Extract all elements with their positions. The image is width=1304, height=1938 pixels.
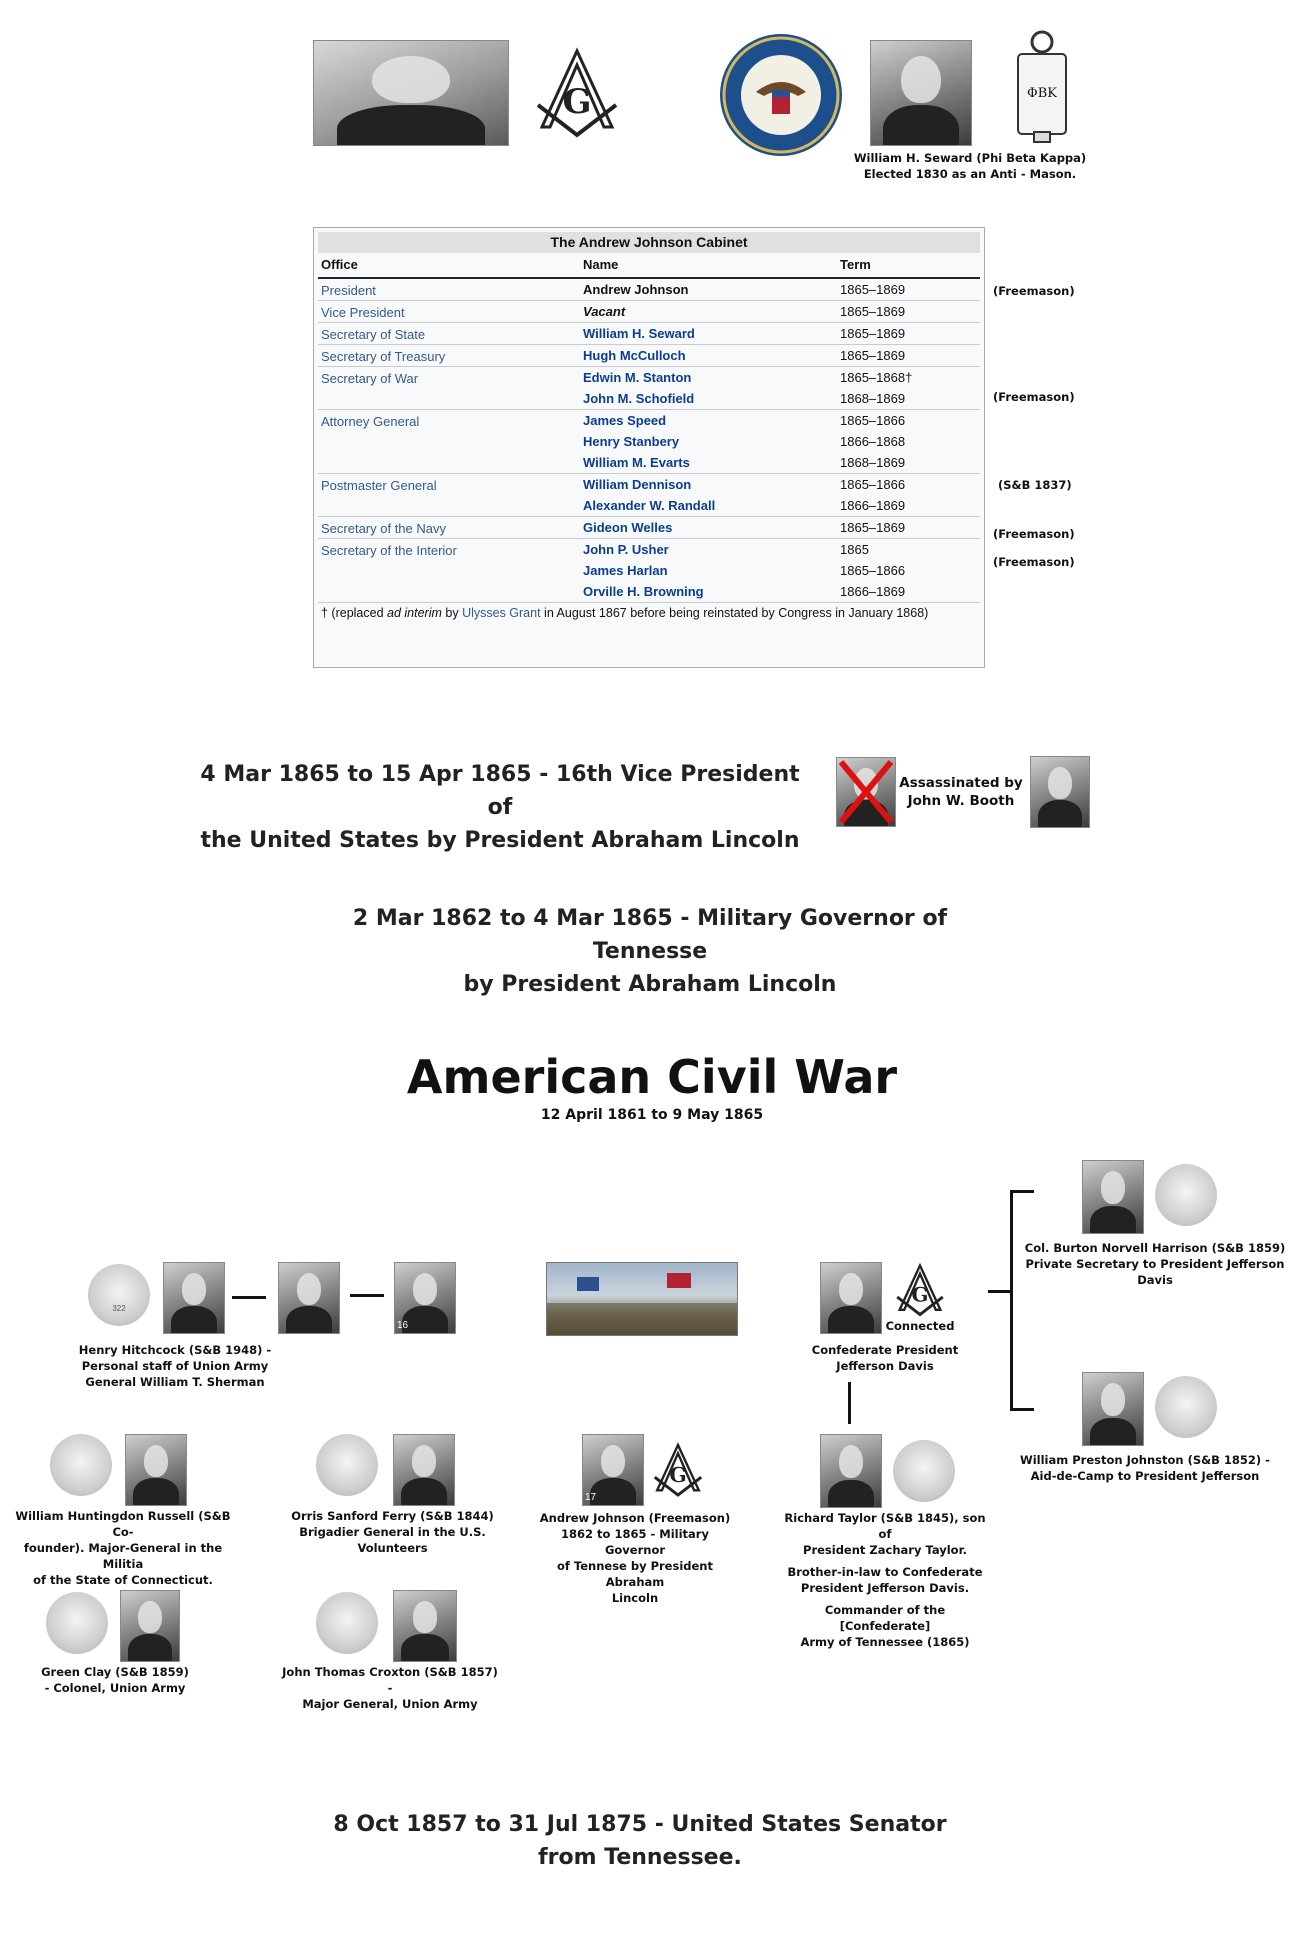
note-evarts: (S&B 1837) <box>998 478 1072 492</box>
skull-and-bones-icon <box>893 1440 955 1502</box>
senator-text: 8 Oct 1857 to 31 Jul 1875 - United States Senator from Tennessee. <box>333 1812 947 1870</box>
connector-line <box>988 1290 1012 1293</box>
cabinet-member-name[interactable]: Hugh McCulloch <box>583 348 686 363</box>
office-link[interactable]: Postmaster General <box>321 478 437 493</box>
cabinet-term: 1865–1866 <box>840 413 906 428</box>
skull-and-bones-icon: 322 <box>88 1264 150 1326</box>
taylor-caption: Richard Taylor (S&B 1845), son of President Zachary Taylor. Brother-in-law to Confederate President Jefferson Davis. Commander of the [Confederate] Army of Tennessee (1865) <box>784 1511 986 1649</box>
connector-line <box>350 1294 384 1297</box>
william-seward-portrait <box>870 40 972 146</box>
cabinet-member-name[interactable]: William M. Evarts <box>583 455 690 470</box>
masonic-emblem-icon <box>530 45 624 141</box>
note-war: (Freemason) <box>993 390 1075 404</box>
cabinet-term: 1868–1869 <box>840 391 906 406</box>
cabinet-term: 1865–1869 <box>840 282 906 297</box>
vice-presidency-text: 4 Mar 1865 to 15 Apr 1865 - 16th Vice President of the United States by President Abraham Lincoln <box>200 762 800 853</box>
cabinet-row <box>318 279 980 301</box>
office-link[interactable]: Vice President <box>321 305 405 320</box>
cabinet-member-name[interactable]: John P. Usher <box>583 542 669 557</box>
connector-line <box>1010 1408 1034 1411</box>
note-navy: (Freemason) <box>993 555 1075 569</box>
cabinet-term: 1865–1866 <box>840 477 906 492</box>
office-link[interactable]: Secretary of State <box>321 327 426 342</box>
skull-and-bones-icon <box>46 1592 108 1654</box>
john-booth-portrait <box>1030 756 1090 828</box>
lincoln-crossed-portrait <box>836 757 896 827</box>
office-link[interactable]: Attorney General <box>321 414 420 429</box>
svg-text:G: G <box>669 1462 687 1487</box>
hitchcock-caption: Henry Hitchcock (S&B 1948) - Personal staff of Union Army General William T. Sherman <box>78 1343 272 1389</box>
phi-beta-kappa-letters: ΦΒΚ <box>1027 86 1057 101</box>
cabinet-term: 1868–1869 <box>840 455 906 470</box>
cabinet-row <box>318 517 980 539</box>
cabinet-row <box>318 410 980 474</box>
cabinet-member-name: Vacant <box>583 304 626 319</box>
office-link[interactable]: Secretary of Treasury <box>321 349 446 364</box>
lincoln-portrait: 16 <box>394 1262 456 1334</box>
connector-line <box>1010 1190 1013 1410</box>
ulysses-grant-link[interactable]: Ulysses Grant <box>462 606 541 620</box>
harrison-caption: Col. Burton Norvell Harrison (S&B 1859) Private Secretary to President Jefferson Davis <box>1024 1241 1286 1287</box>
w-p-johnston-caption: William Preston Johnston (S&B 1852) - Aid-de-Camp to President Jefferson <box>1020 1453 1270 1483</box>
croxton-caption: John Thomas Croxton (S&B 1857) - Major General, Union Army <box>282 1665 498 1711</box>
skull-and-bones-icon <box>1155 1164 1217 1226</box>
green-clay-portrait <box>120 1590 180 1662</box>
ferry-caption: Orris Sanford Ferry (S&B 1844) Brigadier General in the U.S. Volunteers <box>291 1509 494 1555</box>
andrew-johnson-portrait-small: 17 <box>582 1434 644 1506</box>
sherman-portrait <box>278 1262 340 1334</box>
cabinet-member-name[interactable]: Henry Stanbery <box>583 434 680 449</box>
cabinet-term: 1865–1869 <box>840 304 906 319</box>
cabinet-term: 1865 <box>840 542 869 557</box>
assassinated-caption: Assassinated by John W. Booth <box>899 775 1023 809</box>
cabinet-row <box>318 345 980 367</box>
cabinet-term: 1866–1869 <box>840 584 906 599</box>
skull-and-bones-icon <box>50 1434 112 1496</box>
cabinet-member-name[interactable]: Edwin M. Stanton <box>583 370 692 385</box>
davis-caption: Confederate President Jefferson Davis <box>811 1343 959 1373</box>
civil-war-battle-painting <box>546 1262 738 1336</box>
svg-text:G: G <box>911 1282 929 1307</box>
seward-caption: William H. Seward (Phi Beta Kappa) Elected 1830 as an Anti - Mason. <box>853 151 1087 181</box>
cabinet-body <box>318 279 980 603</box>
phi-beta-kappa-key-icon <box>1012 28 1072 144</box>
cabinet-row <box>318 539 980 603</box>
cabinet-member-name[interactable]: Gideon Welles <box>583 520 673 535</box>
cabinet-member-name[interactable]: Alexander W. Randall <box>583 498 716 513</box>
cabinet-member-name[interactable]: William H. Seward <box>583 326 695 341</box>
jefferson-davis-portrait <box>820 1262 882 1334</box>
johnson-caption: Andrew Johnson (Freemason) 1862 to 1865 - Military Governor of Tennese by President Abraham Lincoln <box>539 1511 731 1605</box>
connected-label: Connected <box>885 1319 955 1333</box>
cabinet-footnote: † (replaced ad interim by Ulysses Grant in August 1867 before being reinstated by Congress in January 1868) <box>321 606 929 620</box>
svg-text:G: G <box>562 82 592 122</box>
office-link[interactable]: President <box>321 283 376 298</box>
william-preston-johnston-portrait <box>1082 1372 1144 1446</box>
civil-war-title: American Civil War <box>406 1050 898 1104</box>
cabinet-table <box>313 227 985 668</box>
cabinet-member-name[interactable]: John M. Schofield <box>583 391 695 406</box>
orris-ferry-portrait <box>393 1434 455 1506</box>
cabinet-title: The Andrew Johnson Cabinet <box>318 232 980 253</box>
skull-and-bones-icon <box>316 1434 378 1496</box>
cabinet-row <box>318 323 980 345</box>
russell-caption: William Huntingdon Russell (S&B Co- founder). Major-General in the Militia of the State of Connecticut. <box>15 1509 231 1587</box>
cabinet-row <box>318 474 980 517</box>
cabinet-row <box>318 367 980 410</box>
connector-line <box>1010 1190 1034 1193</box>
office-link[interactable]: Secretary of the Navy <box>321 521 446 536</box>
skull-and-bones-icon <box>1155 1376 1217 1438</box>
cabinet-term: 1865–1866 <box>840 563 906 578</box>
cabinet-term: 1865–1869 <box>840 326 906 341</box>
john-croxton-portrait <box>393 1590 457 1662</box>
masonic-emblem-icon <box>892 1262 948 1318</box>
cabinet-member-name[interactable]: James Harlan <box>583 563 668 578</box>
cabinet-term: 1865–1868† <box>840 370 913 385</box>
burton-harrison-portrait <box>1082 1160 1144 1234</box>
military-governor-text: 2 Mar 1862 to 4 Mar 1865 - Military Governor of Tennesse by President Abraham Lincoln <box>352 906 948 997</box>
office-link[interactable]: Secretary of War <box>321 371 419 386</box>
connector-line <box>848 1382 851 1424</box>
cabinet-term: 1865–1869 <box>840 348 906 363</box>
andrew-johnson-portrait <box>313 40 509 146</box>
department-of-state-seal-icon <box>718 32 844 158</box>
cabinet-member-name[interactable]: James Speed <box>583 413 667 428</box>
civil-war-dates: 12 April 1861 to 9 May 1865 <box>540 1107 764 1123</box>
note-president: (Freemason) <box>993 284 1075 298</box>
richard-taylor-portrait <box>820 1434 882 1508</box>
cabinet-member-name[interactable]: William Dennison <box>583 477 692 492</box>
cabinet-header-row: Office Name Term <box>318 253 980 279</box>
skull-and-bones-icon <box>316 1592 378 1654</box>
cabinet-member-name[interactable]: Orville H. Browning <box>583 584 704 599</box>
clay-caption: Green Clay (S&B 1859) - Colonel, Union Army <box>41 1665 189 1695</box>
cabinet-member-name: Andrew Johnson <box>583 282 689 297</box>
cabinet-term: 1866–1869 <box>840 498 906 513</box>
masonic-emblem-icon <box>650 1440 706 1500</box>
william-russell-portrait <box>125 1434 187 1506</box>
cabinet-term: 1865–1869 <box>840 520 906 535</box>
henry-hitchcock-portrait <box>163 1262 225 1334</box>
connector-line <box>232 1296 266 1299</box>
cabinet-row <box>318 301 980 323</box>
cabinet-term: 1866–1868 <box>840 434 906 449</box>
note-randall: (Freemason) <box>993 527 1075 541</box>
office-link[interactable]: Secretary of the Interior <box>321 543 457 558</box>
